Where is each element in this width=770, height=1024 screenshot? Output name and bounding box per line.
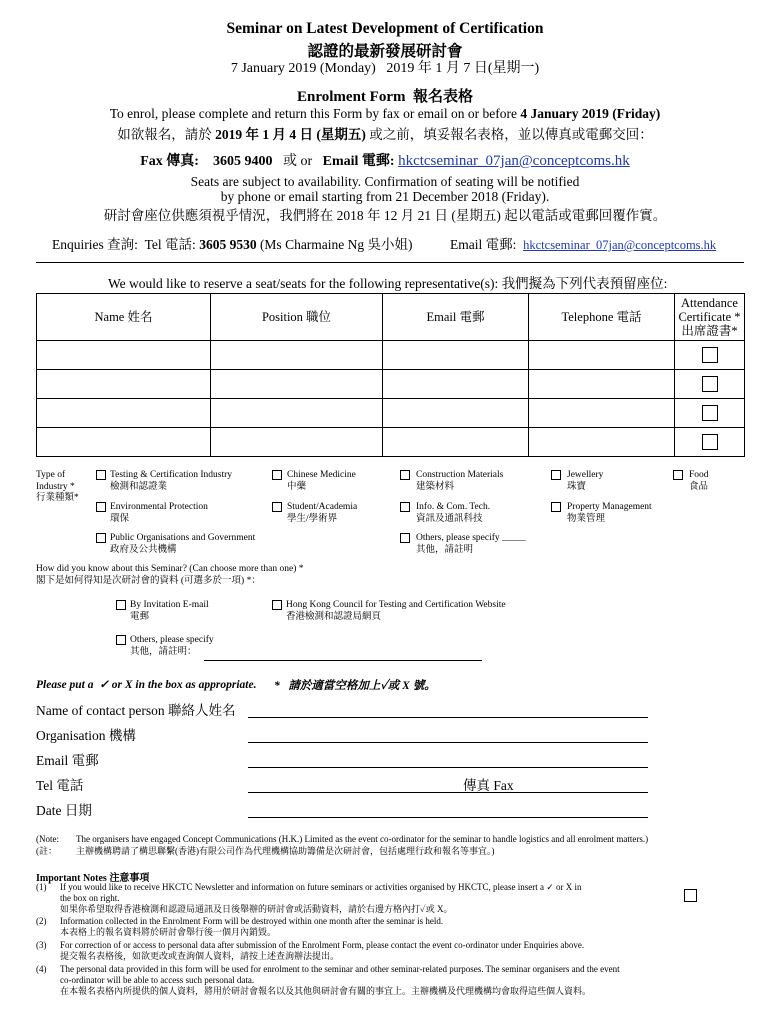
enquiries-line xyxy=(52,233,413,253)
col-name: Name 姓名 xyxy=(37,294,211,341)
industry-option-property xyxy=(567,502,652,525)
industry-checkbox-environmental[interactable] xyxy=(96,502,106,512)
certificate-checkbox[interactable] xyxy=(702,405,718,421)
industry-option-government xyxy=(110,533,255,556)
col-attendance-certificate xyxy=(675,294,745,341)
note-label-zh: (註： xyxy=(36,846,57,856)
telephone-cell[interactable] xyxy=(529,428,675,457)
enquiries-tel: 3605 9530 xyxy=(199,237,257,252)
source-checkbox-website[interactable] xyxy=(272,600,282,610)
email-link[interactable]: hkctcseminar_07jan@conceptcoms.hk xyxy=(398,153,630,169)
fax-email-line xyxy=(0,150,770,170)
industry-checkbox-chinese-medicine[interactable] xyxy=(272,470,282,480)
enrol-deadline-zh: 2019 年 1 月 4 日 (星期五) xyxy=(215,127,366,142)
email-cell[interactable] xyxy=(383,399,529,428)
enquiries-contact: (Ms Charmaine Ng 吳小姐) xyxy=(259,237,413,252)
col-email: Email 電郵 xyxy=(383,294,529,341)
option-en: Info. & Com. Tech. xyxy=(416,502,491,512)
industry-option-jewellery xyxy=(567,470,603,493)
header-divider xyxy=(36,262,744,263)
table-row xyxy=(37,370,745,399)
industry-checkbox-jewellery[interactable] xyxy=(551,470,561,480)
date-label: Date 日期 xyxy=(36,803,92,818)
fax-label: Fax 傳真: xyxy=(140,154,199,169)
option-zh: 物業管理 xyxy=(567,513,606,524)
note-text-zh: 主辦機構聘請了構思聯繫(香港)有限公司作為代理機構協助籌備是次研討會，包括處理行政和報名等事宜。) xyxy=(76,846,495,856)
email-label: Email 電郵: xyxy=(322,154,395,169)
seminar-title: Seminar on Latest Development of Certification xyxy=(226,20,544,37)
note-3-line-1: For correction of or access to personal data after submission of the Enrolment Form, please contact the event co-ordinator under Enquiries above. xyxy=(60,940,585,950)
option-zh: 學生/學術界 xyxy=(287,513,338,524)
industry-label-en: Type of Industry * xyxy=(36,470,75,492)
name-cell[interactable] xyxy=(37,370,211,399)
organisation-line[interactable] xyxy=(248,742,648,743)
tick-instruction-zh: * 請於適當空格加上✓或 X 號。 xyxy=(274,680,436,692)
enrol-zh-suffix: 或之前，填妥報名表格，並以傳真或電郵交回： xyxy=(365,127,653,142)
certificate-cell xyxy=(675,428,745,457)
attendance-header-1: Attendance xyxy=(681,296,738,310)
fax-number: 3605 9400 xyxy=(212,154,273,169)
certificate-checkbox[interactable] xyxy=(702,434,718,450)
attendance-header-2: Certificate * xyxy=(678,310,741,324)
note-3-num: (3) xyxy=(36,940,47,950)
seats-line-zh: 研討會座位供應須視乎情況，我們將在 2018 年 12 月 21 日 (星期五) 起以電話或電郵回覆作實。 xyxy=(103,208,667,223)
certificate-checkbox[interactable] xyxy=(702,347,718,363)
table-row xyxy=(37,399,745,428)
position-cell[interactable] xyxy=(211,399,383,428)
table-header-row xyxy=(37,294,745,341)
source-checkbox-email[interactable] xyxy=(116,600,126,610)
tick-instruction-en: Please put a ✓ or X in the box as appropriate. xyxy=(36,679,257,691)
note-4-num: (4) xyxy=(36,964,47,974)
option-zh: 電郵 xyxy=(130,611,150,622)
option-en: Environmental Protection xyxy=(110,502,208,512)
industry-checkbox-ict[interactable] xyxy=(400,502,410,512)
enquiries-email-line xyxy=(450,233,716,253)
enquiries-label: Enquiries 查詢: xyxy=(52,237,138,252)
position-cell[interactable] xyxy=(211,370,383,399)
option-en: Hong Kong Council for Testing and Certification Website xyxy=(286,600,506,610)
industry-checkbox-government[interactable] xyxy=(96,533,106,543)
source-question-zh: 閣下是如何得知是次研討會的資料 (可選多於一項) *： xyxy=(36,575,261,586)
telephone-cell[interactable] xyxy=(529,370,675,399)
industry-checkbox-food[interactable] xyxy=(673,470,683,480)
industry-option-testing xyxy=(110,470,232,493)
telephone-cell[interactable] xyxy=(529,341,675,370)
important-notes-title: Important Notes 注意事項 xyxy=(36,873,150,884)
position-cell[interactable] xyxy=(211,428,383,457)
source-option-email xyxy=(130,600,209,623)
industry-option-student xyxy=(287,502,357,525)
option-en: By Invitation E-mail xyxy=(130,600,209,610)
industry-checkbox-construction[interactable] xyxy=(400,470,410,480)
industry-option-others xyxy=(416,533,526,556)
industry-option-food xyxy=(689,470,709,493)
or-text: 或 or xyxy=(282,154,313,169)
table-row xyxy=(37,428,745,457)
enrol-zh-prefix: 如欲報名，請於 xyxy=(117,127,216,142)
note-1-line-3: 如果你希望取得香港檢測和認證局通訊及日後舉辦的研討會或活動資料，請於右邊方格內打✓或 X。 xyxy=(60,904,453,914)
contact-tel-label: Tel 電話 xyxy=(36,778,84,793)
contact-fax-label: 傳真 Fax xyxy=(463,778,514,793)
source-option-others xyxy=(130,635,214,658)
contact-name-label: Name of contact person 聯絡人姓名 xyxy=(36,703,236,718)
certificate-cell xyxy=(675,341,745,370)
industry-option-environmental xyxy=(110,502,208,525)
option-en: Testing & Certification Industry xyxy=(110,470,233,480)
option-en: Jewellery xyxy=(567,470,604,480)
option-zh: 其他，請註明 xyxy=(416,544,474,555)
seats-line-2: by phone or email starting from 21 December 2018 (Friday). xyxy=(220,189,550,204)
option-en: Construction Materials xyxy=(416,470,504,480)
newsletter-checkbox[interactable] xyxy=(684,889,697,902)
option-zh: 環保 xyxy=(110,513,130,524)
enquiries-tel-label: Tel 電話: xyxy=(144,237,196,252)
source-question xyxy=(36,564,304,587)
industry-label-zh: 行業種類* xyxy=(36,493,79,503)
enrol-deadline-en: 4 January 2019 (Friday) xyxy=(520,106,661,121)
enrol-instruction-zh xyxy=(0,123,770,143)
form-title: Enrolment Form 報名表格 xyxy=(297,89,473,105)
note-text-en: The organisers have engaged Concept Communications (H.K.) Limited as the event co-ordinator for the seminar to handle logistics and all enrolment matters.) xyxy=(76,834,649,844)
note-label-en: (Note: xyxy=(36,834,59,844)
option-zh: 資訊及通訊科技 xyxy=(416,513,483,524)
option-zh: 建築材料 xyxy=(416,481,455,492)
option-zh: 食品 xyxy=(689,481,709,492)
col-telephone: Telephone 電話 xyxy=(529,294,675,341)
industry-checkbox-property[interactable] xyxy=(551,502,561,512)
note-1-num: (1) xyxy=(36,882,47,892)
certificate-checkbox[interactable] xyxy=(702,376,718,392)
seats-line-1: Seats are subject to availability. Confirmation of seating will be notified xyxy=(190,174,580,189)
note-1-line-2: the box on right. xyxy=(60,893,120,903)
option-zh: 其他，請註明： xyxy=(130,646,197,657)
option-zh: 珠寶 xyxy=(567,481,587,492)
email-cell[interactable] xyxy=(383,428,529,457)
contact-tel-fax-line[interactable] xyxy=(248,792,648,793)
email-cell[interactable] xyxy=(383,370,529,399)
seminar-date: 7 January 2019 (Monday) 2019 年 1 月 7 日(星期一) xyxy=(230,61,540,76)
option-zh: 政府及公共機構 xyxy=(110,544,177,555)
industry-option-chinese-medicine xyxy=(287,470,356,493)
industry-checkbox-testing[interactable] xyxy=(96,470,106,480)
source-question-en: How did you know about this Seminar? (Can choose more than one) * xyxy=(36,564,304,574)
note-3-line-2: 提交報名表格後，如欲更改或查詢個人資料，請按上述查詢辦法提出。 xyxy=(60,951,340,961)
option-en: Student/Academia xyxy=(287,502,358,512)
industry-checkbox-others[interactable] xyxy=(400,533,410,543)
source-option-website xyxy=(286,600,506,623)
enrol-instruction-en xyxy=(0,106,770,122)
contact-email-label: Email 電郵 xyxy=(36,753,99,768)
option-en: Others, please specify _____ xyxy=(416,533,526,543)
contact-name-line[interactable] xyxy=(248,717,648,718)
note-1-line-1: If you would like to receive HKCTC Newsletter and information on future seminars or activities organised by HKCTC, please insert a ✓ or X in xyxy=(60,882,582,892)
industry-checkbox-student[interactable] xyxy=(272,502,282,512)
source-checkbox-others[interactable] xyxy=(116,635,126,645)
name-cell[interactable] xyxy=(37,399,211,428)
source-others-line[interactable] xyxy=(204,660,482,661)
note-2-num: (2) xyxy=(36,916,47,926)
industry-option-construction xyxy=(416,470,503,493)
name-cell[interactable] xyxy=(37,341,211,370)
enrol-en-text: To enrol, please complete and return this Form by fax or email on or before xyxy=(109,106,521,121)
enquiries-email-label: Email 電郵: xyxy=(450,237,517,252)
note-2-line-1: Information collected in the Enrolment Form will be destroyed within one month after the seminar is held. xyxy=(60,916,444,926)
option-en: Chinese Medicine xyxy=(287,470,356,480)
certificate-cell xyxy=(675,399,745,428)
name-cell[interactable] xyxy=(37,428,211,457)
attendance-header-3: 出席證書* xyxy=(681,324,738,338)
contact-email-line[interactable] xyxy=(248,767,648,768)
table-row xyxy=(37,341,745,370)
industry-option-ict xyxy=(416,502,490,525)
reserve-intro: We would like to reserve a seat/seats for the following representative(s): 我們擬為下列代表預留座位: xyxy=(108,276,668,291)
option-en: Public Organisations and Government xyxy=(110,533,256,543)
seminar-title-chinese: 認證的最新發展研討會 xyxy=(307,43,463,60)
email-cell[interactable] xyxy=(383,341,529,370)
certificate-cell xyxy=(675,370,745,399)
representatives-table xyxy=(36,293,745,457)
option-en: Others, please specify xyxy=(130,635,214,645)
note-4-line-3: 在本報名表格內所提供的個人資料，將用於研討會報名以及其他與研討會有關的事宜上。主辦機構及代理機構均會取得這些個人資料。 xyxy=(60,986,592,996)
note-4-line-2: co-ordinator will be able to access such personal data. xyxy=(60,975,255,985)
option-en: Property Management xyxy=(567,502,652,512)
enquiries-email-link[interactable]: hkctcseminar_07jan@conceptcoms.hk xyxy=(523,238,717,252)
option-zh: 檢測和認證業 xyxy=(110,481,168,492)
note-4-line-1: The personal data provided in this form will be used for enrolment to the seminar and other seminar-related purposes. The seminar organisers and the event xyxy=(60,964,620,974)
telephone-cell[interactable] xyxy=(529,399,675,428)
note-2-line-2: 本表格上的報名資料將於研討會舉行後一個月內銷毀。 xyxy=(60,927,277,937)
option-zh: 中藥 xyxy=(287,481,307,492)
date-line[interactable] xyxy=(248,817,648,818)
col-position: Position 職位 xyxy=(211,294,383,341)
organisation-label: Organisation 機構 xyxy=(36,728,136,743)
industry-label xyxy=(36,470,92,505)
option-zh: 香港檢測和認證局網頁 xyxy=(286,611,382,622)
option-en: Food xyxy=(689,470,709,480)
position-cell[interactable] xyxy=(211,341,383,370)
